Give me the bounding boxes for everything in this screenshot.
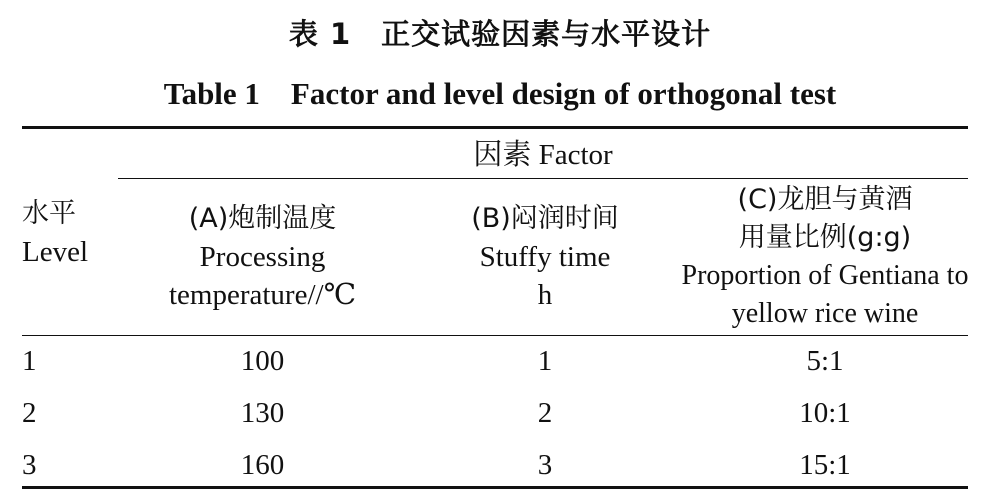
column-header-proportion-english-line2: yellow rice wine	[731, 298, 919, 329]
table-top-rule	[22, 126, 968, 129]
table-row-3-temperature: 160	[240, 449, 285, 481]
column-header-proportion-chinese-line2: 用量比例(g:g)	[738, 222, 912, 253]
column-header-temperature-chinese: (A)炮制温度	[188, 203, 337, 234]
level-header	[22, 195, 112, 271]
table-row-1-temperature: 100	[240, 345, 285, 377]
column-header-stuffy-time	[430, 200, 660, 314]
factor-header: 因素 Factor	[473, 139, 613, 171]
column-header-proportion-english-line1: Proportion of Gentiana to	[681, 260, 969, 291]
column-header-temperature-english-line2: temperature//℃	[168, 279, 357, 311]
column-header-stuffy-time-chinese: (B)闷润时间	[471, 203, 619, 234]
table-row-1-level: 1	[22, 345, 37, 377]
table-row-1-stuffy-time: 1	[537, 345, 553, 377]
column-header-temperature	[140, 200, 385, 314]
column-header-temperature-english-line1: Processing	[199, 241, 326, 273]
table-row-2-temperature: 130	[240, 397, 285, 429]
table-row-1-proportion: 5:1	[806, 345, 844, 377]
table-row-3-stuffy-time: 3	[537, 449, 553, 481]
column-header-proportion-chinese-line1: (C)龙胆与黄酒	[737, 184, 913, 215]
table-row-3-level: 3	[22, 449, 37, 481]
table-row-2-stuffy-time: 2	[537, 397, 553, 429]
level-header-chinese: 水平	[22, 198, 76, 229]
table-title-chinese: 表 1 正交试验因素与水平设计	[288, 17, 712, 51]
table-title-english: Table 1 Factor and level design of orthogonal test	[163, 76, 837, 111]
header-bottom-rule	[22, 335, 968, 336]
table-bottom-rule	[22, 486, 968, 489]
column-header-stuffy-time-english-line1: Stuffy time	[479, 241, 611, 273]
level-header-english: Level	[22, 236, 89, 268]
table-row-2-proportion: 10:1	[799, 397, 851, 429]
factor-underline-rule	[118, 178, 968, 179]
table-row-2-level: 2	[22, 397, 37, 429]
table-row-3-proportion: 15:1	[799, 449, 851, 481]
column-header-stuffy-time-english-line2: h	[537, 279, 553, 311]
column-header-proportion	[665, 181, 985, 333]
